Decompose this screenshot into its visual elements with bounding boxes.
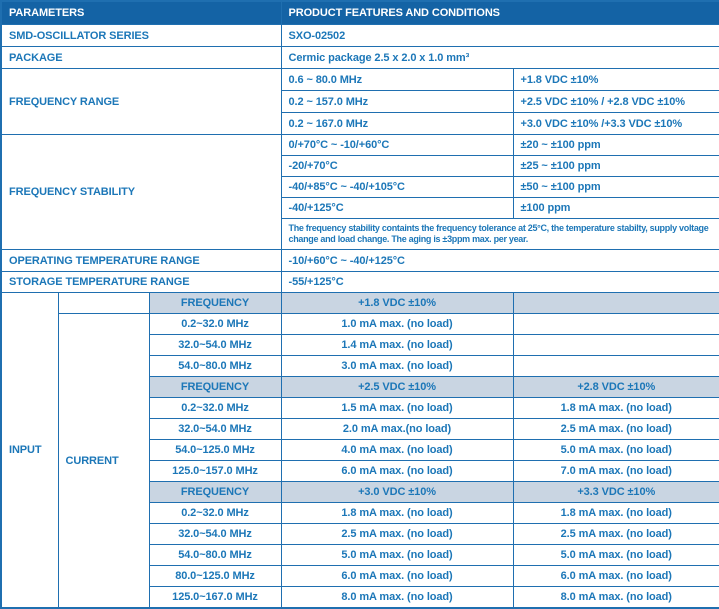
frequency-range-value: 0.2 ~ 167.0 MHz <box>281 113 513 135</box>
frequency-band: 80.0~125.0 MHz <box>149 566 281 587</box>
frequency-stability-label: FREQUENCY STABILITY <box>1 135 281 250</box>
storage-temperature-value: -55/+125°C <box>281 272 719 293</box>
current-value: 6.0 mA max. (no load) <box>513 566 719 587</box>
current-value: 8.0 mA max. (no load) <box>513 587 719 609</box>
current-value: 2.5 mA max. (no load) <box>513 419 719 440</box>
frequency-band: 32.0~54.0 MHz <box>149 419 281 440</box>
input-subheader-row <box>1 293 719 314</box>
supply-voltage-value: +2.5 VDC ±10% / +2.8 VDC ±10% <box>513 91 719 113</box>
voltage-subheader <box>513 293 719 314</box>
frequency-band: 0.2~32.0 MHz <box>149 503 281 524</box>
current-value: 1.8 mA max. (no load) <box>513 398 719 419</box>
parameters-header: PARAMETERS <box>1 1 281 25</box>
package-row <box>1 47 719 69</box>
series-row <box>1 25 719 47</box>
current-value: 8.0 mA max. (no load) <box>281 587 513 609</box>
stability-condition: -40/+125°C <box>281 198 513 219</box>
frequency-band: 125.0~167.0 MHz <box>149 587 281 609</box>
frequency-band: 54.0~80.0 MHz <box>149 356 281 377</box>
supply-voltage-value: +3.0 VDC ±10% /+3.3 VDC ±10% <box>513 113 719 135</box>
current-value: 1.5 mA max. (no load) <box>281 398 513 419</box>
current-value: 1.4 mA max. (no load) <box>281 335 513 356</box>
frequency-subheader: FREQUENCY <box>149 293 281 314</box>
current-value: 3.0 mA max. (no load) <box>281 356 513 377</box>
current-value: 1.8 mA max. (no load) <box>513 503 719 524</box>
frequency-band: 125.0~157.0 MHz <box>149 461 281 482</box>
storage-temperature-row <box>1 272 719 293</box>
voltage-subheader: +1.8 VDC ±10% <box>281 293 513 314</box>
frequency-band: 54.0~125.0 MHz <box>149 440 281 461</box>
stability-value: ±20 ~ ±100 ppm <box>513 135 719 156</box>
voltage-subheader: +2.5 VDC ±10% <box>281 377 513 398</box>
supply-voltage-value: +1.8 VDC ±10% <box>513 69 719 91</box>
input-current-row <box>1 314 719 335</box>
current-value: 5.0 mA max. (no load) <box>513 545 719 566</box>
voltage-subheader: +3.0 VDC ±10% <box>281 482 513 503</box>
frequency-band: 54.0~80.0 MHz <box>149 545 281 566</box>
features-header: PRODUCT FEATURES AND CONDITIONS <box>281 1 719 25</box>
current-value: 6.0 mA max. (no load) <box>281 461 513 482</box>
current-value: 1.0 mA max. (no load) <box>281 314 513 335</box>
current-value: 7.0 mA max. (no load) <box>513 461 719 482</box>
operating-temperature-label: OPERATING TEMPERATURE RANGE <box>1 250 281 272</box>
stability-value: ±50 ~ ±100 ppm <box>513 177 719 198</box>
current-label: CURRENT <box>58 314 149 609</box>
frequency-range-label: FREQUENCY RANGE <box>1 69 281 135</box>
stability-note: The frequency stability containts the frequency tolerance at 25°C, the temperature stabilty, supply voltage change and load change. The aging is ±3ppm max. per year. <box>281 219 719 250</box>
input-label: INPUT <box>1 293 58 609</box>
current-value: 2.0 mA max.(no load) <box>281 419 513 440</box>
stability-condition: 0/+70°C ~ -10/+60°C <box>281 135 513 156</box>
stability-condition: -20/+70°C <box>281 156 513 177</box>
frequency-band: 0.2~32.0 MHz <box>149 314 281 335</box>
frequency-band: 0.2~32.0 MHz <box>149 398 281 419</box>
current-value: 6.0 mA max. (no load) <box>281 566 513 587</box>
current-value <box>513 356 719 377</box>
operating-temperature-value: -10/+60°C ~ -40/+125°C <box>281 250 719 272</box>
storage-temperature-label: STORAGE TEMPERATURE RANGE <box>1 272 281 293</box>
package-label: PACKAGE <box>1 47 281 69</box>
current-value: 1.8 mA max. (no load) <box>281 503 513 524</box>
stability-value: ±25 ~ ±100 ppm <box>513 156 719 177</box>
empty-cell <box>58 293 149 314</box>
current-value: 5.0 mA max. (no load) <box>281 545 513 566</box>
stability-value: ±100 ppm <box>513 198 719 219</box>
frequency-range-row <box>1 69 719 91</box>
frequency-band: 32.0~54.0 MHz <box>149 335 281 356</box>
series-value: SXO-02502 <box>281 25 719 47</box>
stability-condition: -40/+85°C ~ -40/+105°C <box>281 177 513 198</box>
current-value: 2.5 mA max. (no load) <box>281 524 513 545</box>
current-value: 5.0 mA max. (no load) <box>513 440 719 461</box>
current-value <box>513 335 719 356</box>
voltage-subheader: +3.3 VDC ±10% <box>513 482 719 503</box>
current-value: 2.5 mA max. (no load) <box>513 524 719 545</box>
frequency-band: 32.0~54.0 MHz <box>149 524 281 545</box>
current-value: 4.0 mA max. (no load) <box>281 440 513 461</box>
current-value <box>513 314 719 335</box>
series-label: SMD-OSCILLATOR SERIES <box>1 25 281 47</box>
voltage-subheader: +2.8 VDC ±10% <box>513 377 719 398</box>
frequency-range-value: 0.6 ~ 80.0 MHz <box>281 69 513 91</box>
operating-temperature-row <box>1 250 719 272</box>
frequency-range-value: 0.2 ~ 157.0 MHz <box>281 91 513 113</box>
table-header-row <box>1 1 719 25</box>
package-value: Cermic package 2.5 x 2.0 x 1.0 mm³ <box>281 47 719 69</box>
frequency-subheader: FREQUENCY <box>149 377 281 398</box>
frequency-stability-row <box>1 135 719 156</box>
frequency-subheader: FREQUENCY <box>149 482 281 503</box>
